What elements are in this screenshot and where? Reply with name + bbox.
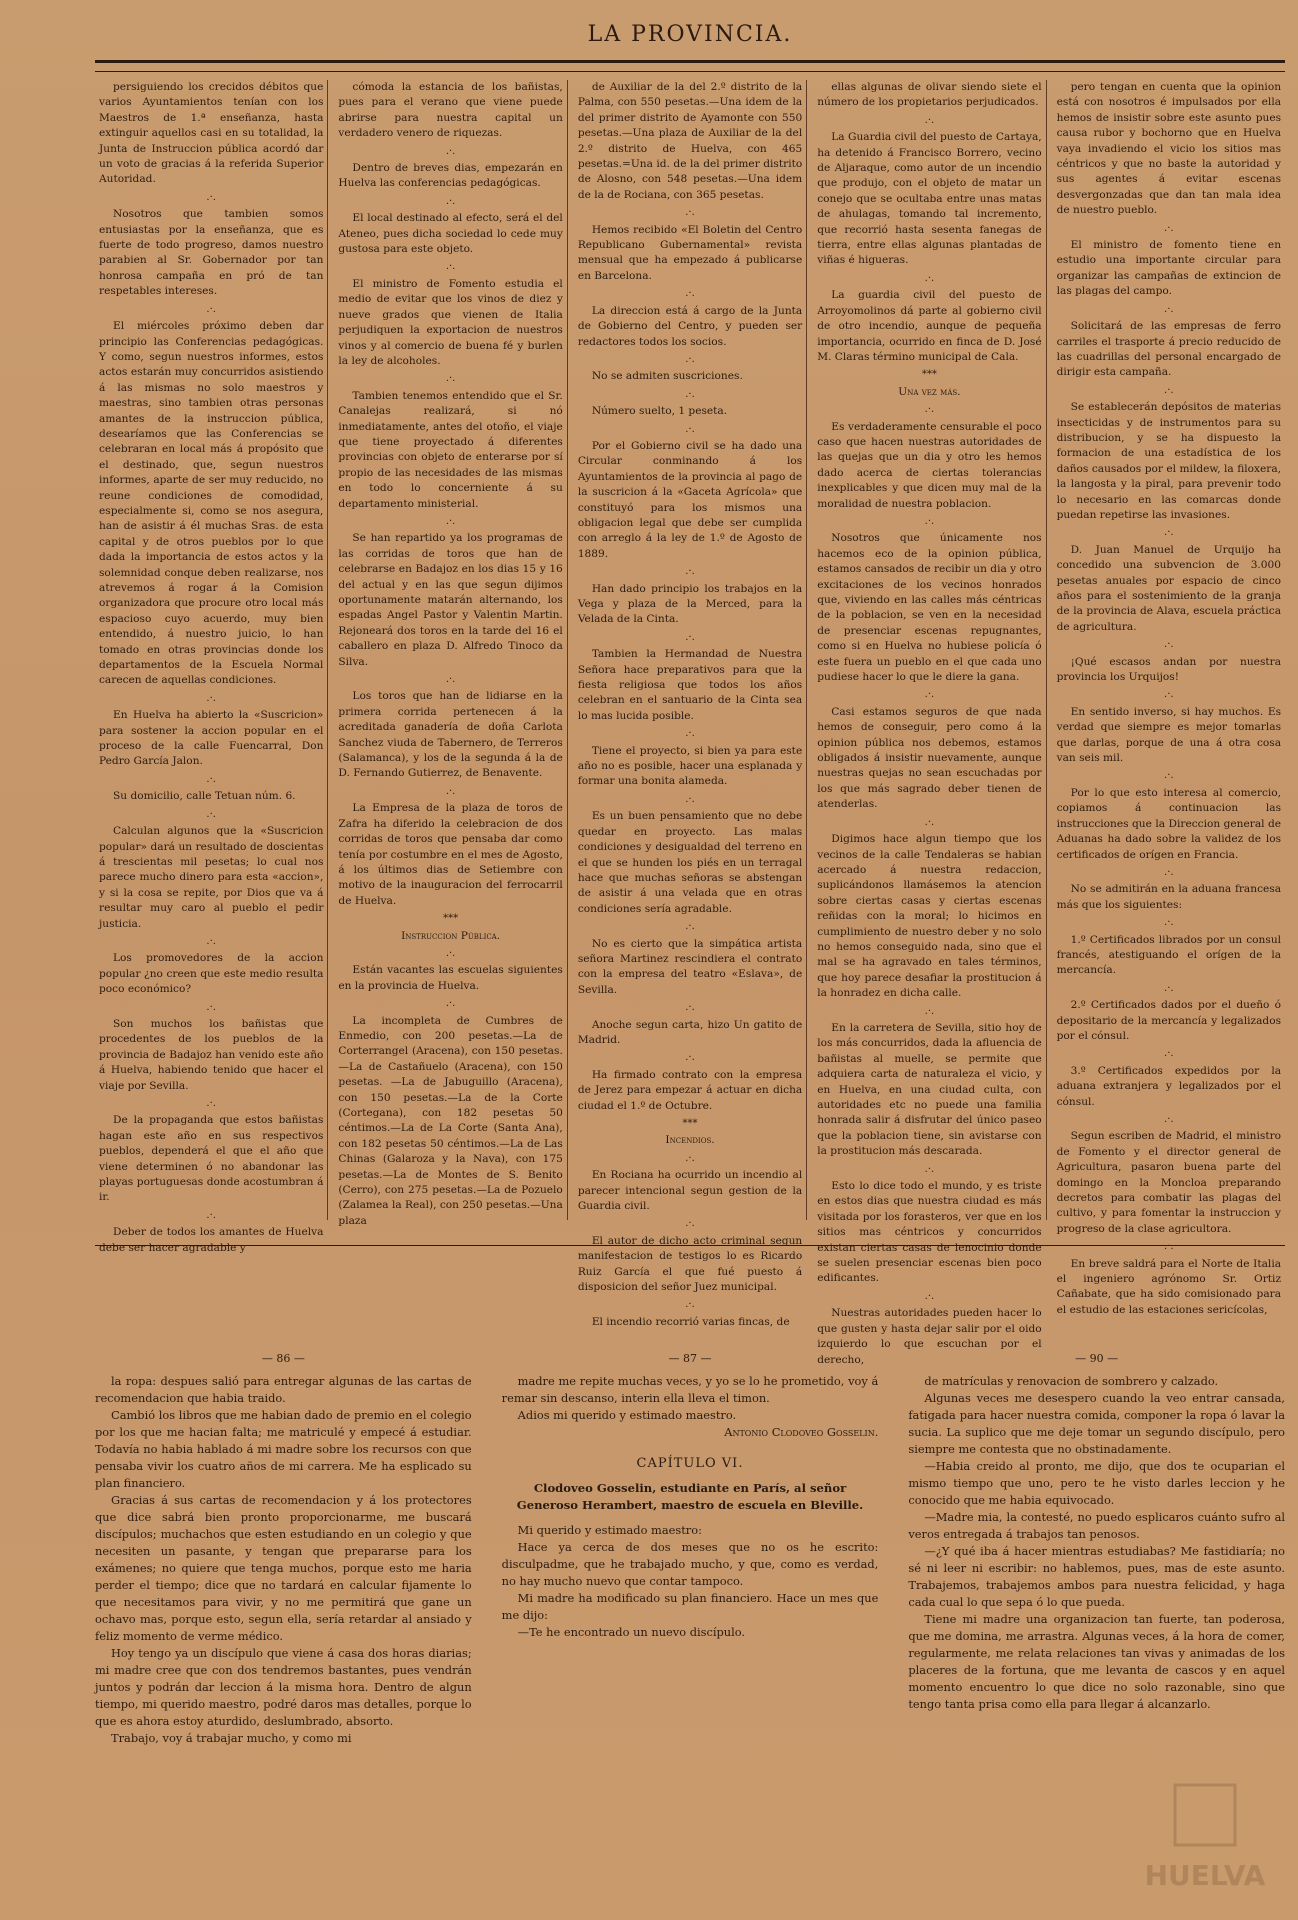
folletin-paragraph: Adios mi querido y estimado maestro. xyxy=(517,1408,737,1422)
news-paragraph: De la propaganda que estos bañistas hagan este año en sus respectivos pueblos, dependerá el que el año que viene determinen ó no abandonar las playas portuguesas donde acostumbran á ir. xyxy=(99,1114,324,1204)
news-paragraph: Por el Gobierno civil se ha dado una Circular conminando á los Ayuntamientos de la provincia al pago de la suscricion á la «Gaceta Agrícola» que constituyó para los mismos una obligacion legal que debe ser cumplida con arreglo á la ley de 1.º de Agosto de 1889. xyxy=(577,439,803,560)
folletin-middle-body-2 xyxy=(502,1522,879,1641)
folletin-paragraph: —Habia creido al pronto, me dijo, que dos te ocuparian el mismo tiempo que uno, pero te he visto darles leccion y he conocido que me habia equivocado. xyxy=(908,1459,1286,1507)
section-heading: Incendios. xyxy=(665,1134,715,1147)
item-separator: .·. xyxy=(1164,527,1174,539)
item-separator: .·. xyxy=(685,1002,695,1014)
section-separator: *** xyxy=(921,369,937,381)
news-paragraph: La incompleta de Cumbres de Enmedio, con 200 pesetas.—La de Corterrangel (Aracena), con 150 pesetas.—La de Castañuelo (Aracena), con 150 pesetas. —La de Jabuguillo (Aracena), con 150 pesetas.—La de la Corte (Cortegana), con 182 pesetas 50 céntimos.—La de La Corte (Santa Ana), con 182 pesetas 50 céntimos.—La de Las Chinas (Galaroza y la Nava), con 175 pesetas.—La de Montes de S. Benito (Cerro), con 275 pesetas.—La de Pozuelo (Zalamea la Real), con 250 pesetas.—Una plaza xyxy=(338,1014,563,1227)
item-separator: .·. xyxy=(685,566,695,578)
item-separator: .·. xyxy=(685,921,695,933)
news-paragraph: El miércoles próximo deben dar principio las Conferencias pedagógicas. Y como, segun nuestros informes, estos actos estarán muy concurridos asistiendo á las mismas no solo maestros y maestras, sino tambien otras personas amantes de la instruccion pública, desearíamos que las Conferencias se celebraran en local más á propósito que el destinado, que, segun nuestros informes, aparte de ser muy reducido, no reune condiciones de comodidad, especialmente si, como se nos asegura, han de asistir á él muchas Sras. de esta capital y de otros pueblos por lo que dada la importancia de estos actos y la solemnidad conque deben realizarse, nos atrevemos á rogar á la Comision organizadora que procure otro local más espacioso cuyo acuerdo, muy bien entendido, á nuestro juicio, lo han tomado en otras provincias donde los departamentos de la Escuela Normal carecen de aquellas condiciones. xyxy=(99,320,324,687)
item-separator: .·. xyxy=(685,1299,695,1311)
news-paragraph: La Guardia civil del puesto de Cartaya, ha detenido á Francisco Borrero, vecino de Aljaraque, como autor de un incendio que produjo, con el objeto de matar un conejo que se ocultaba entre unas matas de ahulagas, tomando tal incremento, que recorrió hasta sesenta fanegas de tierra, entre ellas algunas plantadas de viñas é higueras. xyxy=(817,131,1042,267)
item-separator: .·. xyxy=(445,373,456,385)
item-separator: .·. xyxy=(206,773,216,785)
column-4 xyxy=(813,80,1046,1366)
item-separator: .·. xyxy=(924,272,935,284)
news-paragraph: Ha firmado contrato con la empresa de Jerez para empezar á actuar en dicha ciudad el 1.º de Octubre. xyxy=(577,1068,803,1112)
news-paragraph: Dentro de breves dias, empezarán en Huelva las conferencias pedagógicas. xyxy=(338,162,563,190)
item-separator: .·. xyxy=(1164,866,1174,878)
folletin-paragraph: la ropa: despues salió para entregar algunas de las cartas de recomendacion que habia traido. xyxy=(95,1374,472,1405)
page-number: — 86 — xyxy=(261,1352,305,1365)
news-paragraph: Tambien tenemos entendido que el Sr. Canalejas realizará, si nó inmediatamente, antes del otoño, el viaje que tiene proyectado á diferentes provincias con objeto de enterarse por sí propio de las necesidades de las mismas en todo lo concerniente á su departamento ministerial. xyxy=(338,389,563,510)
item-separator: .·. xyxy=(1164,222,1174,234)
item-separator: .·. xyxy=(685,631,695,643)
column-3 xyxy=(574,80,807,1328)
item-separator: .·. xyxy=(445,998,456,1010)
news-paragraph: El autor de dicho acto criminal segun manifestacion de testigos lo es Ricardo Ruiz García el que fué puesto á disposicion del señor Juez municipal. xyxy=(577,1234,803,1294)
item-separator: .·. xyxy=(206,1001,216,1013)
item-separator: .·. xyxy=(924,689,935,701)
item-separator: .·. xyxy=(685,288,695,300)
masthead: LA PROVINCIA. xyxy=(587,22,793,47)
folletin-middle-body xyxy=(502,1373,879,1424)
section-heading: Instruccion Pública. xyxy=(401,929,501,942)
news-paragraph: 3.º Certificados expedidos por la aduana extranjera y legalizados por el cónsul. xyxy=(1056,1064,1282,1108)
item-separator: .·. xyxy=(206,692,216,704)
news-paragraph: de Auxiliar de la del 2.º distrito de la Palma, con 550 pesetas.—Una idem de la del primer distrito de Ayamonte con 550 pesetas.—Una plaza de Auxiliar de la del 2.º distrito de Huelva, con 465 pesetas.=Una id. de la del primer distrito de Alosno, con 548 pesetas.—Una idem de la de Rociana, con 365 pesetas. xyxy=(577,81,803,201)
news-paragraph: Deber de todos los amantes de Huelva debe ser hacer agradable y xyxy=(99,1226,324,1254)
item-separator: .·. xyxy=(206,303,216,315)
item-separator: .·. xyxy=(924,816,935,828)
folletin-paragraph: —Madre mia, la contesté, no puedo esplicaros cuánto sufro al veros entregada á trabajos tan penosos. xyxy=(908,1510,1286,1541)
folletin-paragraph: —¿Y qué iba á hacer mientras estudiabas? Me fastidiaría; no sé ni leer ni escribir: no hablemos, pues, mas de este asunto. Trabajemos, trabajemos ambos para nuestra felicidad, y haga cada cual lo que sepa ó lo que pueda. xyxy=(908,1544,1286,1609)
news-paragraph: El local destinado al efecto, será el del Ateneo, pues dicha sociedad lo cede muy gustosa para este objeto. xyxy=(338,212,563,256)
folletin-rule xyxy=(95,1245,1285,1248)
news-paragraph: No es cierto que la simpática artista señora Martinez rescindiera el contrato con la empresa del teatro «Eslava», de Sevilla. xyxy=(577,937,803,996)
news-paragraph: 1.º Certificados librados por un consul francés, atestiguando el orígen de la mercancía. xyxy=(1056,933,1282,977)
news-paragraph: Casi estamos seguros de que nada hemos de conseguir, pero como á la opinion pública nos debemos, estamos obligados á insistir nuevamente, aunque nuestras quejas no sean escuchadas por los que más sagrado deber tienen de atenderlas. xyxy=(817,705,1042,811)
news-paragraph: En la carretera de Sevilla, sitio hoy de los más concurridos, dada la afluencia de bañistas al muelle, se permite que adquiera carta de naturaleza el vicio, y en Huelva, en una ciudad culta, con autoridades etc no puede una familia honrada salir á disfrutar del único paseo que la poblacion tiene, sin avistarse con la prostitucion más descarada. xyxy=(817,1021,1042,1158)
item-separator: .·. xyxy=(445,674,456,686)
column-1 xyxy=(95,80,328,1254)
item-separator: .·. xyxy=(685,423,695,435)
item-separator: .·. xyxy=(1164,639,1174,651)
item-separator: .·. xyxy=(685,207,695,219)
news-paragraph: Nosotros que tambien somos entusiastas por la enseñanza, que es fuerte de todo progreso, damos nuestro parabien al Sr. Gobernador por tan honrosa campaña en pró de tan respetables intereses. xyxy=(99,208,324,298)
news-paragraph: Por lo que esto interesa al comercio, copiamos á continuacion las instrucciones que la Direccion general de Aduanas ha dado sobre la validez de los certificados de orígen en Francia. xyxy=(1056,786,1282,861)
news-paragraph: No se admiten suscriciones. xyxy=(591,370,743,383)
chapter-title: CAPÍTULO VI. xyxy=(636,1456,744,1471)
item-separator: .·. xyxy=(206,1209,216,1221)
folletin-paragraph: madre me repite muchas veces, y yo se lo he prometido, voy á remar sin descanso, interin ella lleva el timon. xyxy=(501,1374,879,1405)
news-paragraph: Anoche segun carta, hizo Un gatito de Madrid. xyxy=(577,1018,803,1046)
item-separator: .·. xyxy=(445,261,456,273)
item-separator: .·. xyxy=(924,515,935,527)
news-paragraph: ¡Qué escasos andan por nuestra provincia los Urquijos! xyxy=(1056,655,1282,684)
item-separator: .·. xyxy=(206,808,216,820)
item-separator: .·. xyxy=(685,793,695,805)
news-paragraph: Digimos hace algun tiempo que los vecinos de la calle Tendaleras se habian acercado á nuestra redaccion, suplicándonos llamásemos la atencion sobre ciertas casas y ciertas escenas reñidas con la moral; lo hicimos en cumplimiento de nuestro deber y no solo no hemos conseguido nada, sino que el mal se ha agravado en tales términos, que hoy parece desafiar la prostitucion á la honradez en dicha calle. xyxy=(817,833,1042,1000)
folletin-middle xyxy=(502,1350,879,1890)
news-paragraph: En Rociana ha ocurrido un incendio al parecer intencional segun gestion de la Guardia civil. xyxy=(577,1169,803,1213)
chapter-subtitle: Clodoveo Gosselin, estudiante en París, al señor Generoso Herambert, maestro de escuela en Bleville. xyxy=(516,1481,864,1512)
item-separator: .·. xyxy=(1164,1241,1174,1253)
news-paragraph: D. Juan Manuel de Urquijo ha concedido una subvencion de 3.000 pesetas anuales por espacio de cinco años para el sostenimiento de la granja de la provincia de Alava, escuela práctica de agricultura. xyxy=(1056,543,1282,633)
item-separator: .·. xyxy=(1164,689,1174,701)
item-separator: .·. xyxy=(445,515,456,527)
item-separator: .·. xyxy=(1164,770,1174,782)
folletin-paragraph: Hoy tengo ya un discípulo que viene á casa dos horas diarias; mi madre cree que con dos tendremos bastantes, pues vendrán juntos y podrán dar leccion á la misma hora. Dentro de algun tiempo, mi querido maestro, podré daros mas detalles, porque lo que es ahora estoy aturdido, deslumbrado, absorto. xyxy=(95,1646,472,1728)
item-separator: .·. xyxy=(445,145,456,157)
signature: Antonio Clodoveo Gosselin. xyxy=(724,1425,879,1439)
news-paragraph: La guardia civil del puesto de Arroyomolinos dá parte al gobierno civil de otro incendio, aunque de pequeña importancia, ocurrido en finca de D. José M. Claras término municipal de Cala. xyxy=(817,289,1042,363)
folletin-paragraph: de matrículas y renovacion de sombrero y calzado. xyxy=(924,1374,1219,1388)
news-paragraph: ellas algunas de olivar siendo siete el número de los propietarios perjudicados. xyxy=(817,81,1042,109)
folletin-section xyxy=(95,1350,1285,1890)
item-separator: .·. xyxy=(924,1290,935,1302)
news-paragraph: Se han repartido ya los programas de las corridas de toros que han de celebrarse en Badajoz en los dias 15 y 16 del actual y en las que segun dijimos oportunamente matarán alternando, los espadas Angel Pastor y Valentin Martin. Rejoneará dos toros en la tarde del 16 el caballero en plaza D. Alfredo Tinoco da Silva. xyxy=(338,532,563,668)
item-separator: .·. xyxy=(445,947,456,959)
section-separator: *** xyxy=(443,913,459,925)
item-separator: .·. xyxy=(924,114,935,126)
news-paragraph: Es un buen pensamiento que no debe quedar en proyecto. Las malas condiciones y desigualdad del terreno en el que se hunden los piés en un terragal hace que muchas señoras se abstengan de asistir á una velada que en otras condiciones sería agradable. xyxy=(577,810,803,915)
item-separator: .·. xyxy=(206,1098,216,1109)
item-separator: .·. xyxy=(685,388,695,400)
item-separator: .·. xyxy=(1164,917,1174,929)
item-separator: .·. xyxy=(1164,384,1174,396)
folletin-paragraph: Hace ya cerca de dos meses que no os he escrito: disculpadme, que he trabajado mucho, y que, como es verdad, no hay mucho nuevo que contar tampoco. xyxy=(501,1540,879,1588)
news-paragraph: El ministro de Fomento estudia el medio de evitar que los vinos de diez y nueve grados que vienen de Italia perjudiquen la exportacion de nuestros vinos y al comercio de buena fé y burlen la ley de alcoholes. xyxy=(338,277,563,367)
item-separator: .·. xyxy=(445,785,456,797)
news-paragraph: Solicitará de las empresas de ferro carriles el trasporte á precio reducido de las cuadrillas del personal encargado de dirigir esta campaña. xyxy=(1056,320,1282,379)
news-paragraph: En Huelva ha abierto la «Suscricion» para sostener la accion popular en el proceso de la calle Fuencarral, Don Pedro García Jalon. xyxy=(99,709,324,768)
folletin-right-body xyxy=(908,1373,1285,1713)
folletin-left xyxy=(95,1350,472,1890)
item-separator: .·. xyxy=(685,728,695,740)
news-paragraph: El ministro de fomento tiene en estudio una importante circular para organizar las campañas de extincion de las plagas del campo. xyxy=(1056,239,1282,298)
news-paragraph: Los promovedores de la accion popular ¿no creen que este medio resulta poco económico? xyxy=(99,952,324,996)
news-paragraph: Tiene el proyecto, si bien ya para este año no es posible, hacer una esplanada y formar una bonita alameda. xyxy=(577,744,803,788)
news-paragraph: En breve saldrá para el Norte de Italia el ingeniero agrónomo Sr. Ortiz Cañabate, que ha sido comisionado para el estudio de las estaciones sericícolas, xyxy=(1056,1257,1282,1316)
folletin-paragraph: Gracias á sus cartas de recomendacion y á los protectores que dice sabrá bien pronto proporcionarme, me buscará discípulos; muchachos que esten estudiando en un colegio y que necesiten un pasante, y tengan que prepararse para los exámenes; no quiere que tenga muchos, porque esto me haria perder el tiempo; dice que no tardará en calcular fijamente lo que necesitamos para vivir, y no me permitirá que gane un ochavo mas, porque esto, segun ella, sería retardar al ansiado y feliz momento de verme médico. xyxy=(95,1493,472,1643)
column-5 xyxy=(1053,80,1285,1316)
item-separator: .·. xyxy=(924,1163,935,1175)
item-separator: .·. xyxy=(445,195,456,207)
news-paragraph: 2.º Certificados dados por el dueño ó depositario de la mercancía y legalizados por el cónsul. xyxy=(1056,999,1282,1042)
news-paragraph: Esto lo dice todo el mundo, y es triste en estos dias que nuestra ciudad es más visitada por los forasteros, ver que en los sitios mas céntricos y concurridos existan ciertas casas de lenocinio donde se suelen presenciar escenas bien poco edificantes. xyxy=(817,1180,1042,1285)
item-separator: .·. xyxy=(1164,303,1174,315)
news-paragraph: Son muchos los bañistas que procedentes de los pueblos de la provincia de Badajoz han venido este año á Huelva, habiendo tenido que hacer el viaje por Sevilla. xyxy=(99,1017,324,1092)
page-number: — 90 — xyxy=(1075,1352,1119,1365)
page-number: — 87 — xyxy=(668,1352,712,1365)
item-separator: .·. xyxy=(1164,1114,1174,1125)
item-separator: .·. xyxy=(685,1152,695,1164)
news-paragraph: El incendio recorrió varias fincas, de xyxy=(591,1315,790,1328)
news-paragraph: Su domicilio, calle Tetuan núm. 6. xyxy=(113,790,296,803)
folletin-paragraph: Tiene mi madre una organizacion tan fuerte, tan poderosa, que me domina, me arrastra. Algunas veces, á la hora de comer, regularmente, me relata relaciones tan vivas y animadas de los placeres de la fortuna, que me levanta de cascos y en aquel momento encuentro lo que dice no solo razonable, sino que tengo tanta prisa como ella para llegar á alcanzarlo. xyxy=(908,1612,1286,1711)
news-paragraph: Nosotros que únicamente nos hacemos eco de la opinion pública, estamos cansados de recibir un dia y otro excitaciones de los vecinos honrados que, viviendo en las calles más céntricas de la poblacion, se ven en la necesidad de presenciar escenas repugnantes, como si en Huelva no hubiese policía ó este fuera un pueblo en el que cada uno pudiese hacer lo que le diere la gana. xyxy=(817,532,1042,684)
news-paragraph: Se establecerán depósitos de materias insecticidas y de instrumentos para su distribucion, y se ha dispuesto la formacion de una estadística de los daños causados por el mildew, la filoxera, la langosta y la piral, para prevenir todo lo necesario en las comarcas donde puedan repetirse las invasiones. xyxy=(1056,401,1282,521)
masthead-rule xyxy=(95,60,1285,72)
news-paragraph: La Empresa de la plaza de toros de Zafra ha diferido la celebracion de dos corridas de toros que pensaba dar como tenía por costumbre en el mes de Agosto, á los últimos dias de Setiembre con motivo de la inauguracion del ferrocarril de Huelva. xyxy=(338,802,563,907)
item-separator: .·. xyxy=(685,1052,695,1064)
item-separator: .·. xyxy=(206,935,216,947)
news-paragraph: persiguiendo los crecidos débitos que varios Ayuntamientos tenían con los Maestros de 1.ª enseñanza, hasta extinguir aquellos casi en su totalidad, la Junta de Instruccion pública acordó dar un voto de gracias á la referida Superior Autoridad. xyxy=(99,81,324,186)
section-separator: *** xyxy=(682,1118,698,1129)
news-paragraph: Están vacantes las escuelas siguientes en la provincia de Huelva. xyxy=(338,964,563,992)
column-2 xyxy=(334,80,567,1227)
folletin-paragraph: Algunas veces me desespero cuando la veo entrar cansada, fatigada para hacer nuestra comida, componer la ropa ó lavar la sucia. La suplico que me deje tomar un segundo discípulo, pero siempre me contesta que no obstinadamente. xyxy=(908,1391,1286,1456)
news-paragraph: cómoda la estancia de los bañistas, pues para el verano que viene puede abrirse para nuestra capital un verdadero venero de riquezas. xyxy=(338,81,563,140)
item-separator: .·. xyxy=(206,191,216,203)
news-paragraph: La direccion está á cargo de la Junta de Gobierno del Centro, y pueden ser redactores todos los socios. xyxy=(577,304,803,348)
folletin-paragraph: Trabajo, voy á trabajar mucho, y como mi xyxy=(111,1731,352,1745)
folletin-paragraph: Mi querido y estimado maestro: xyxy=(517,1523,702,1537)
item-separator: .·. xyxy=(924,404,935,416)
item-separator: .·. xyxy=(685,1218,695,1230)
news-paragraph: pero tengan en cuenta que la opinion está con nosotros é impulsados por ella hemos de insistir sobre este asunto pues causa rubor y bochorno que en Huelva vaya invadiendo el vicio los sitios mas céntricos y que no baste la autoridad y sus agentes á evitar escenas desvergonzadas que dan tan mala idea de nuestro pueblo. xyxy=(1056,81,1282,217)
news-paragraph: Los toros que han de lidiarse en la primera corrida pertenecen á la acreditada ganadería de doña Carlota Sanchez viuda de Tabernero, de Terreros (Salamanca), y los de la segunda á la de D. Fernando Gutierrez, de Benavente. xyxy=(338,690,563,780)
news-paragraph: En sentido inverso, si hay muchos. Es verdad que siempre es mejor tomarlas que darlas, porque de una á otra cosa van seis mil. xyxy=(1056,705,1282,765)
section-heading: Una vez más. xyxy=(898,385,961,398)
news-paragraph: Número suelto, 1 peseta. xyxy=(591,405,728,418)
archive-seal-icon xyxy=(1130,1780,1280,1900)
item-separator: .·. xyxy=(924,1005,935,1017)
folletin-paragraph: Mi madre ha modificado su plan financiero. Hace un mes que me dijo: xyxy=(501,1591,879,1622)
item-separator: .·. xyxy=(685,353,695,365)
news-paragraph: No se admitirán en la aduana francesa más que los siguientes: xyxy=(1056,883,1282,911)
news-paragraph: Es verdaderamente censurable el poco caso que hacen nuestras autoridades de las quejas que un dia y otro les hemos dado acerca de ciertas tolerancias inexplicables y que dicen muy mal de la moralidad de nuestra poblacion. xyxy=(817,420,1042,510)
folletin-paragraph: —Te he encontrado un nuevo discípulo. xyxy=(517,1625,746,1639)
news-paragraph: Segun escriben de Madrid, el ministro de Fomento y el director general de Agricultura, pasaron buena parte del domingo en la Moncloa preparando decretos para combatir las plagas del cultivo, y para fomentar la instruccion y progreso de la clase agricultora. xyxy=(1056,1130,1282,1235)
news-paragraph: Calculan algunos que la «Suscricion popular» dará un resultado de doscientas á trescientas mil pesetas; lo cual nos parece mucho dinero para esta «accion», y si la cosa se repite, por Dios que va á resultar muy caro al pueblo el pedir justicia. xyxy=(99,825,324,930)
folletin-paragraph: Cambió los libros que me habian dado de premio en el colegio por los que me hacian falta; me matriculé y empecé á estudiar. Todavía no habia hablado á mi madre sobre los recursos con que pensaba vivir los cuatro años de mi carrera. Me ha esplicado su plan financiero. xyxy=(95,1408,472,1490)
folletin-left-body xyxy=(95,1373,472,1747)
item-separator: .·. xyxy=(1164,982,1174,994)
news-paragraph: Hemos recibido «El Boletin del Centro Republicano Gubernamental» revista mensual que ha empezado á publicarse en Barcelona. xyxy=(577,223,803,282)
watermark-text: HUELVA xyxy=(1144,1859,1266,1892)
news-paragraph: Han dado principio los trabajos en la Vega y plaza de la Merced, para la Velada de la Cinta. xyxy=(577,582,803,626)
item-separator: .·. xyxy=(1164,1048,1174,1060)
news-paragraph: Tambien la Hermandad de Nuestra Señora hace preparativos para que la fiesta religiosa que todos los años celebran en el santuario de la Cinta sea lo mas lucida posible. xyxy=(577,648,803,722)
news-paragraph: Nuestras autoridades pueden hacer lo que gusten y hasta dejar salir por el oido izquierdo lo que escuchan por el derecho, xyxy=(817,1307,1042,1366)
